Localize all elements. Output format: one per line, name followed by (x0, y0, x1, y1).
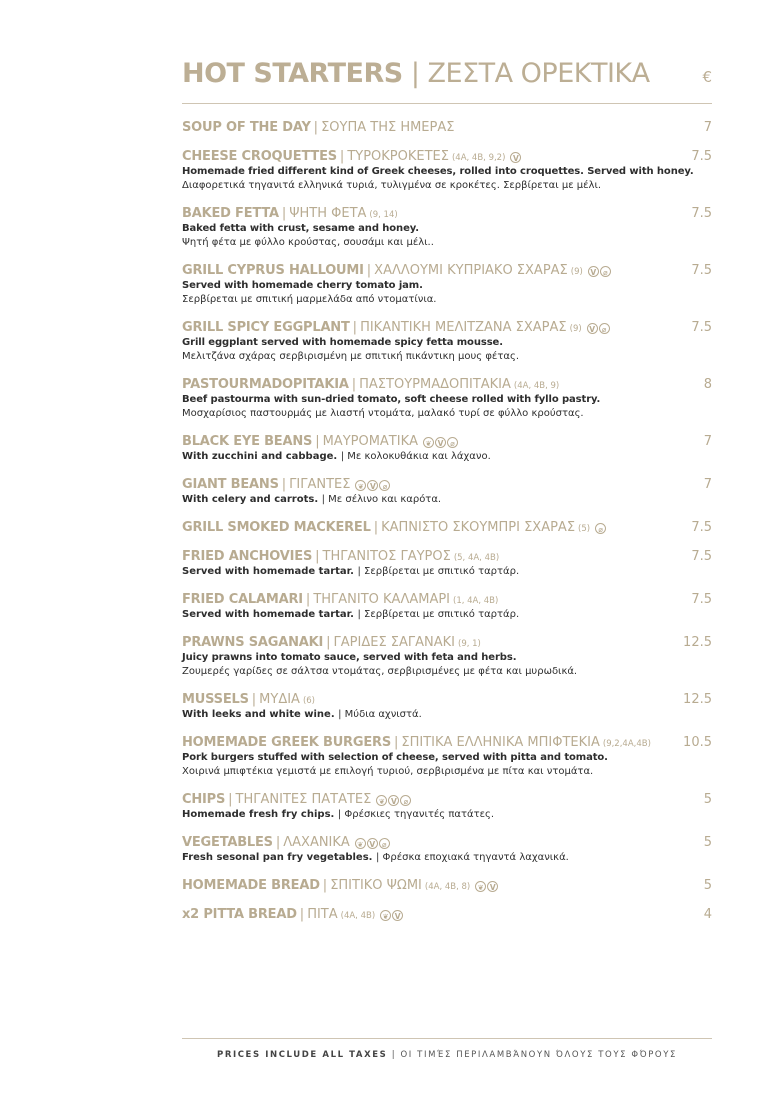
menu-item-title (182, 834, 712, 851)
vegan-plant-icon: ❦ (376, 795, 387, 806)
item-price: 7.5 (691, 263, 712, 278)
description-en: Fresh sesonal pan fry vegetables. (182, 852, 376, 863)
menu-item (182, 519, 712, 536)
tax-note-en: PRICES INCLUDE ALL TAXES (216, 1050, 388, 1060)
item-price: 7.5 (691, 520, 712, 535)
description-gr: | Φρέσκα εποχιακά τηγαντά λαχανικά. (375, 852, 569, 863)
currency-label: € (702, 68, 712, 86)
item-allergens: (4A, 4B, 9) (513, 381, 560, 391)
item-name-gr: ΨΗΤΗ ΦΕΤΑ (289, 206, 367, 221)
item-allergens: (4A, 4B, 8) (424, 882, 471, 892)
item-name-gr: ΣΠΙΤΙΚΑ ΕΛΛΗΝΙΚΑ ΜΠΙΦΤΕΚΙΑ (401, 735, 600, 750)
item-description: Ψητή φέτα με φύλλο κρούστας, σουσάμι και μέλι.. (182, 237, 434, 248)
item-allergens: (5, 4A, 4B) (453, 553, 500, 563)
vegan-plant-icon: ❦ (380, 910, 391, 921)
description-gr: | Σερβίρεται με σπιτικό ταρτάρ. (357, 566, 520, 577)
gluten-free-wheat-icon: ⌀ (379, 480, 390, 491)
item-price: 7.5 (691, 206, 712, 221)
item-description: Grill eggplant served with homemade spicy fetta mousse. (182, 337, 503, 348)
item-description: Baked fetta with crust, sesame and honey. (182, 223, 419, 234)
name-separator: | (366, 263, 372, 278)
item-description: Served with homemade cherry tomato jam. (182, 280, 423, 291)
menu-item-title (182, 376, 712, 393)
description-gr: | Σερβίρεται με σπιτικό ταρτάρ. (357, 609, 520, 620)
tax-note (182, 1050, 712, 1060)
gluten-free-wheat-icon: ⌀ (379, 838, 390, 849)
name-separator: | (313, 120, 319, 135)
item-description (182, 808, 712, 822)
menu-item (182, 791, 712, 822)
item-allergens: (6) (302, 696, 315, 706)
description-en: With leeks and white wine. (182, 709, 339, 720)
menu-item (182, 734, 712, 779)
menu-item-title (182, 634, 712, 651)
name-separator: | (351, 377, 357, 392)
section-title-gr: ΖΕΣΤΑ ΟΡΕΚΤΙΚΑ (427, 58, 650, 89)
item-price: 7.5 (691, 592, 712, 607)
name-separator: | (299, 907, 305, 922)
vegetarian-v-icon: V (367, 480, 378, 491)
diet-icons (422, 434, 458, 449)
item-allergens: (5) (578, 524, 591, 534)
item-price: 7.5 (691, 149, 712, 164)
item-name-en: x2 PITTA BREAD (182, 907, 297, 922)
diet-icons (379, 907, 403, 922)
item-price: 8 (703, 377, 712, 392)
menu-item-title (182, 906, 712, 923)
title-separator: | (410, 58, 420, 89)
name-separator: | (251, 692, 257, 707)
vegetarian-v-icon: V (587, 323, 598, 334)
description-gr: | Φρέσκιες τηγανιτές πατάτες. (337, 809, 495, 820)
menu-item-title (182, 791, 712, 808)
item-allergens: (9, 1) (458, 639, 481, 649)
menu-item-title (182, 205, 712, 222)
item-description: Σερβίρεται με σπιτική μαρμελάδα από ντοματίνια. (182, 294, 437, 305)
name-separator: | (281, 206, 287, 221)
name-separator: | (275, 835, 281, 850)
menu-item-list (182, 119, 712, 935)
item-name-gr: ΠΑΣΤΟΥΡΜΑΔΟΠΙΤΑΚΙΑ (359, 377, 511, 392)
item-description: Χοιρινά μπιφτέκια γεμιστά με επιλογή τυριού, σερβιρισμένα με πίτα και ντομάτα. (182, 766, 594, 777)
tax-note-gr: ΟΙ ΤΙΜΈΣ ΠΕΡΙΛΑΜΒΆΝΟΥΝ ΌΛΟΥΣ ΤΟΥΣ ΦΌΡΟΥΣ (400, 1050, 677, 1060)
gluten-free-wheat-icon: ⌀ (400, 795, 411, 806)
item-allergens: (9) (569, 324, 582, 334)
menu-item-title (182, 476, 712, 493)
menu-item (182, 834, 712, 865)
vegetarian-v-icon: V (392, 910, 403, 921)
vegan-plant-icon: ❦ (355, 838, 366, 849)
item-price: 12.5 (683, 692, 712, 707)
item-name-gr: ΛΑΧΑΝΙΚΑ (283, 835, 350, 850)
item-name-en: SOUP OF THE DAY (182, 120, 311, 135)
description-en: With celery and carrots. (182, 494, 322, 505)
menu-item-title (182, 519, 712, 536)
item-name-en: CHEESE CROQUETTES (182, 149, 337, 164)
menu-item-title (182, 691, 712, 708)
diet-icons (509, 149, 521, 164)
menu-item (182, 119, 712, 136)
menu-item (182, 262, 712, 307)
menu-item-title (182, 877, 712, 894)
name-separator: | (339, 149, 345, 164)
item-name-en: GRILL SMOKED MACKEREL (182, 520, 371, 535)
item-allergens: (4A, 4B, 9,2) (451, 153, 506, 163)
item-description: Pork burgers stuffed with selection of cheese, served with pitta and tomato. (182, 752, 608, 763)
item-description (182, 708, 712, 722)
menu-item-title (182, 148, 712, 165)
description-en: Served with homemade tartar. (182, 609, 358, 620)
item-name-en: GRILL SPICY EGGPLANT (182, 320, 350, 335)
menu-item-title (182, 591, 712, 608)
vegan-plant-icon: ❦ (475, 881, 486, 892)
menu-item (182, 376, 712, 421)
vegetarian-v-icon: V (487, 881, 498, 892)
item-description: Beef pastourma with sun-dried tomato, soft cheese rolled with fyllo pastry. (182, 394, 601, 405)
menu-item (182, 548, 712, 579)
menu-item-title (182, 119, 712, 136)
menu-item-title (182, 548, 712, 565)
item-name-gr: ΠΙΤΑ (307, 907, 338, 922)
vegetarian-v-icon: V (510, 152, 521, 163)
vegetarian-v-icon: V (588, 266, 599, 277)
item-name-en: VEGETABLES (182, 835, 273, 850)
description-gr: | Με σέλινο και καρότα. (321, 494, 442, 505)
item-allergens: (9,2,4A,4B) (602, 739, 651, 749)
item-allergens: (4A, 4B) (340, 911, 376, 921)
item-price: 5 (703, 792, 712, 807)
item-name-gr: ΤΗΓΑΝΙΤΟΣ ΓΑΥΡΟΣ (322, 549, 451, 564)
gluten-free-wheat-icon: ⌀ (595, 523, 606, 534)
item-name-gr: ΤΗΓΑΝΙΤΕΣ ΠΑΤΑΤΕΣ (235, 792, 372, 807)
item-description: Ζουμερές γαρίδες σε σάλτσα ντομάτας, σερβιρισμένες με φέτα και μυρωδικά. (182, 666, 578, 677)
name-separator: | (315, 434, 320, 449)
menu-item (182, 319, 712, 364)
item-name-en: HOMEMADE BREAD (182, 878, 320, 893)
item-allergens: (9, 14) (369, 210, 398, 220)
menu-item-title (182, 319, 712, 336)
item-price: 12.5 (683, 635, 712, 650)
section-title-en: HOT STARTERS (182, 58, 403, 89)
diet-icons (586, 320, 610, 335)
item-name-gr: ΜΑΥΡΟΜΑΤΙΚΑ (322, 434, 419, 449)
menu-item (182, 591, 712, 622)
menu-item (182, 476, 712, 507)
item-name-gr: ΓΑΡΙΔΕΣ ΣΑΓΑΝΑΚΙ (333, 635, 456, 650)
item-allergens: (9) (570, 267, 583, 277)
name-separator: | (393, 735, 399, 750)
gluten-free-wheat-icon: ⌀ (599, 323, 610, 334)
item-price: 7.5 (691, 320, 712, 335)
description-en: Homemade fresh fry chips. (182, 809, 338, 820)
name-separator: | (315, 549, 320, 564)
item-name-gr: ΠΙΚΑΝΤΙΚΗ ΜΕΛΙΤΖΑΝΑ ΣΧΑΡΑΣ (360, 320, 567, 335)
item-name-en: CHIPS (182, 792, 226, 807)
item-allergens: (1, 4A, 4B) (453, 596, 499, 606)
item-description: Homemade fried different kind of Greek cheeses, rolled into croquettes. Served with honey. (182, 166, 694, 177)
item-name-gr: ΜΥΔΙΑ (259, 692, 300, 707)
vegetarian-v-icon: V (388, 795, 399, 806)
item-name-en: PRAWNS SAGANAKI (182, 635, 324, 650)
item-description (182, 851, 712, 865)
item-description (182, 450, 712, 464)
item-name-gr: ΤΥΡΟΚΡΟΚΕΤΕΣ (347, 149, 449, 164)
item-name-en: FRIED ANCHOVIES (182, 549, 313, 564)
header-divider (182, 103, 712, 104)
item-description: Μελιτζάνα σχάρας σερβιρισμένη με σπιτική πικάντικη μους φέτας. (182, 351, 520, 362)
item-name-en: GRILL CYPRUS HALLOUMI (182, 263, 364, 278)
item-name-gr: ΤΗΓΑΝΙΤΟ ΚΑΛΑΜΑΡΙ (313, 592, 451, 607)
item-name-en: BLACK EYE BEANS (182, 434, 313, 449)
vegetarian-v-icon: V (435, 437, 446, 448)
menu-item-title (182, 262, 712, 279)
menu-item (182, 634, 712, 679)
menu-item (182, 877, 712, 894)
item-price: 4 (703, 907, 712, 922)
item-price: 7 (703, 434, 712, 449)
item-name-gr: ΓΙΓΑΝΤΕΣ (289, 477, 351, 492)
item-name-en: HOMEMADE GREEK BURGERS (182, 735, 391, 750)
item-price: 7.5 (691, 549, 712, 564)
item-name-gr: ΣΟΥΠΑ ΤΗΣ ΗΜΕΡΑΣ (321, 120, 455, 135)
menu-item (182, 205, 712, 250)
description-en: Served with homemade tartar. (182, 566, 358, 577)
item-description: Juicy prawns into tomato sauce, served with feta and herbs. (182, 652, 517, 663)
name-separator: | (352, 320, 358, 335)
item-description: Διαφορετικά τηγανιτά ελληνικά τυριά, τυλιγμένα σε κροκέτες. Σερβίρεται με μέλι. (182, 180, 602, 191)
item-price: 7 (703, 120, 712, 135)
diet-icons (587, 263, 611, 278)
item-name-gr: ΚΑΠΝΙΣΤΟ ΣΚΟΥΜΠΡΙ ΣΧΑΡΑΣ (381, 520, 576, 535)
name-separator: | (228, 792, 233, 807)
name-separator: | (326, 635, 331, 650)
item-name-en: MUSSELS (182, 692, 249, 707)
description-gr: | Μύδια αχνιστά. (338, 709, 422, 720)
diet-icons (375, 792, 411, 807)
item-price: 5 (703, 878, 712, 893)
name-separator: | (281, 477, 287, 492)
item-name-en: BAKED FETTA (182, 206, 279, 221)
item-name-gr: ΧΑΛΛΟΥΜΙ ΚΥΠΡΙΑΚΟ ΣΧΑΡΑΣ (374, 263, 568, 278)
description-en: With zucchini and cabbage. (182, 451, 341, 462)
gluten-free-wheat-icon: ⌀ (600, 266, 611, 277)
description-gr: | Με κολοκυθάκια και λάχανο. (340, 451, 491, 462)
menu-item (182, 148, 712, 193)
vegan-plant-icon: ❦ (423, 437, 434, 448)
item-name-en: PASTOURMADOPITAKIA (182, 377, 349, 392)
menu-item-title (182, 734, 712, 751)
item-name-gr: ΣΠΙΤΙΚΟ ΨΩΜΙ (330, 878, 422, 893)
vegetarian-v-icon: V (367, 838, 378, 849)
section-header (182, 58, 712, 90)
diet-icons (354, 835, 390, 850)
item-price: 7 (703, 477, 712, 492)
menu-item (182, 433, 712, 464)
footer-divider (182, 1038, 712, 1039)
item-name-en: GIANT BEANS (182, 477, 279, 492)
item-name-en: FRIED CALAMARI (182, 592, 303, 607)
vegan-plant-icon: ❦ (355, 480, 366, 491)
tax-note-separator: | (391, 1050, 397, 1060)
name-separator: | (373, 520, 379, 535)
item-description (182, 493, 712, 507)
diet-icons (594, 520, 606, 535)
item-description (182, 565, 712, 579)
item-price: 5 (703, 835, 712, 850)
diet-icons (354, 477, 390, 492)
menu-item (182, 691, 712, 722)
name-separator: | (322, 878, 328, 893)
diet-icons (474, 878, 498, 893)
name-separator: | (305, 592, 311, 607)
gluten-free-wheat-icon: ⌀ (447, 437, 458, 448)
menu-item-title (182, 433, 712, 450)
section-title (182, 58, 650, 89)
menu-item (182, 906, 712, 923)
item-price: 10.5 (683, 735, 712, 750)
item-description (182, 608, 712, 622)
item-description: Μοσχαρίσιος παστουρμάς με λιαστή ντομάτα, μαλακό τυρί σε φύλλο κρούστας. (182, 408, 584, 419)
